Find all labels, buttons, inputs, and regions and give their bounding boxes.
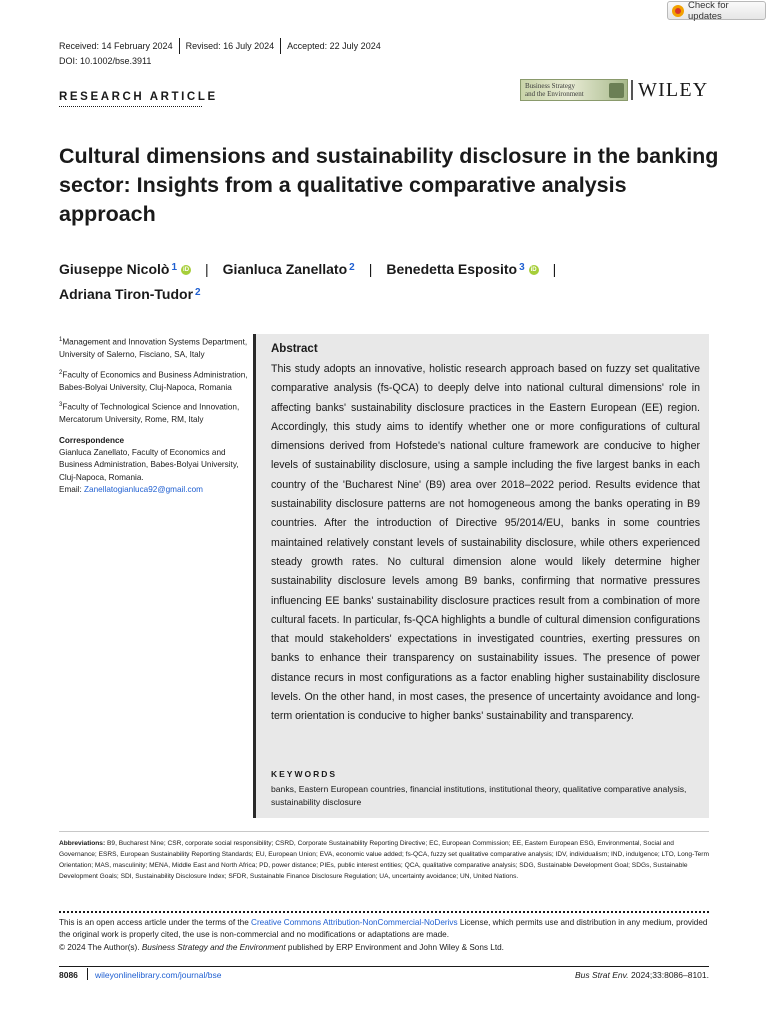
author[interactable]: Benedetta Esposito $^3$ iD [386, 261, 537, 277]
author-separator: | [552, 261, 557, 277]
copyright-journal: Business Strategy and the Environment [141, 942, 286, 952]
logo-divider [631, 80, 633, 100]
correspondence-text: Gianluca Zanellato, Faculty of Economics and Business Administration, Babes-Bolyai University, Cluj-Napoca, Romania. [59, 448, 239, 482]
dates-row [59, 38, 381, 54]
revised-date: Revised: 16 July 2024 [185, 41, 275, 51]
author-affiliation-sup: 2 [349, 262, 355, 273]
date-separator [280, 38, 281, 54]
date-separator [179, 38, 180, 54]
license-rule [59, 911, 709, 913]
abstract-heading: Abstract [271, 343, 318, 355]
affiliation: $^3$Faculty of Technological Science and Innovation, Mercatorum University, Rome, RM, Italy [59, 402, 240, 425]
abbreviations-label: Abbreviations: [59, 840, 106, 847]
affiliation: $^2$Faculty of Economics and Business Administration, Babes-Bolyai University, Cluj-Napoca, Romania [59, 369, 248, 392]
abstract-text: This study adopts an innovative, holistic research approach based on fuzzy set qualitative comparative analysis (fs-QCA) to deeply delve into national cultural dimensions' role in affecting banks' sustainability disclosure practices in the Eastern European (EE) region. Accordingly, this study aims to identify whether one or more configurations of cultural dimensions derived from Hofstede's national culture framework are conducive to higher levels of sustainability disclosure, using a sample including the five largest banks in each country of the 'Bucharest Nine' (B9) area over 2018–2022 period. Results evidence that sustainability disclosure patterns are not homogeneous among the banks operating in B9 countries. After the introduction of Directive 95/2014/EU, banks in some countries maintained relatively constant levels of sustainability disclosure, while others experienced steady growth rates. No cultural dimension alone would likely determine higher sustainability disclosure levels among B9 banks, confirming that normative pressures influencing EE banks' sustainability disclosure practices result from a combination of more cultural facets. In particular, fs-QCA highlights a bundle of cultural dimension configurations that mould stakeholders' expectations in investigated countries, exerting pressures on banks to enhance their transparency on sustainability issues. The presence of power distance recurs in most configurations as a factor enabling higher sustainability disclosure levels. On the other hand, in most cases, the presence of uncertainty avoidance and long-term orientation is conducive to higher banks' sustainability and transparency. [271, 363, 700, 723]
article-type-underline [59, 106, 202, 107]
abbreviations [59, 838, 709, 882]
author[interactable]: Giuseppe Nicolò $^1$ iD [59, 261, 190, 277]
article-type: RESEARCH ARTICLE [59, 91, 218, 103]
footer-rule [59, 966, 709, 967]
check-for-updates-label: Check for updates [688, 0, 729, 22]
publisher-logo[interactable]: WILEY [638, 79, 709, 101]
journal-emblem-icon [609, 83, 624, 98]
orcid-icon[interactable]: iD [183, 267, 190, 274]
doi[interactable]: DOI: 10.1002/bse.3911 [59, 56, 152, 66]
correspondence-email-link[interactable]: Zanellatogianluca92@gmail.com [84, 485, 203, 495]
footer-separator [87, 968, 88, 980]
page-number: 8086 [59, 970, 78, 980]
accepted-date: Accepted: 22 July 2024 [287, 41, 381, 51]
keywords-text: banks, Eastern European countries, financial institutions, institutional theory, qualitative comparative analysis, sustainability disclosure [271, 784, 687, 807]
crossmark-icon [672, 5, 684, 17]
journal-logo[interactable] [520, 79, 628, 101]
journal-logo-text: Business Strategy and the Environment [525, 82, 584, 98]
orcid-icon[interactable]: iD [530, 267, 537, 274]
check-for-updates-button[interactable] [667, 1, 766, 20]
author-separator: | [368, 261, 373, 277]
author[interactable]: Gianluca Zanellato $^2$ [222, 261, 355, 277]
citation: Bus Strat Env. 2024;33:8086–8101. [574, 970, 709, 980]
abbreviations-text: B9, Bucharest Nine; CSR, corporate social responsibility; CSRD, Corporate Sustainability Reporting Directive; EC, European Commission; EE, Eastern European ESG, Environmental, Social and Governance; ESRS, European Sustainability Reporting Standards; EU, European Union; EVA, economic value added; fs-QCA, fuzzy set qualitative comparative analysis; IDV, individualism; IND, indulgence; LTO, Long-Term Orientation; MAS, masculinity; MENA, Middle East and North Africa; PD, power distance; PIEs, public interest entities; QCA, qualitative comparative analysis; SDG, Sustainable Development Goal; SDGs, Sustainable Development Goals; SDI, Sustainability Disclosure Index; SFDR, Sustainable Finance Disclosure Regulation; UA, uncertainty avoidance; UN, United Nations. [59, 840, 709, 881]
received-date: Received: 14 February 2024 [59, 41, 173, 51]
license-notice: This is an open access article under the terms of the Creative Commons Attribution-NonCommercial-NoDerivs License, which permits use and distribution in any medium, provided the original work is properly cited, the use is non-commercial and no modifications or adaptations are made. © 2024 The Author(s). Business Strategy and the Environment published by ERP Environment and John Wiley & Sons Ltd. [59, 918, 708, 952]
author[interactable]: Adriana Tiron-Tudor $^2$ [59, 286, 201, 302]
abbreviations-rule [59, 831, 709, 832]
author-affiliation-sup: 2 [195, 287, 201, 298]
keywords-heading: KEYWORDS [271, 769, 338, 779]
correspondence-heading: Correspondence [59, 435, 125, 445]
author-affiliation-sup: 1 [171, 262, 178, 273]
license-link[interactable]: Creative Commons Attribution-NonCommercial-NoDerivs [251, 918, 458, 927]
article-title: Cultural dimensions and sustainability disclosure in the banking sector: Insights from a qualitative comparative analysis approach [59, 144, 719, 226]
affiliations-column [59, 334, 249, 497]
journal-url-link[interactable]: wileyonlinelibrary.com/journal/bse [95, 970, 222, 980]
author-affiliation-sup: 3 [519, 262, 525, 273]
author-separator: | [205, 261, 209, 277]
correspondence-email-line: Email: Zanellatogianluca92@gmail.com [59, 485, 203, 495]
affiliation: $^1$Management and Innovation Systems Department, University of Salerno, Fisciano, SA, Italy [59, 337, 248, 360]
author-list [59, 257, 709, 307]
